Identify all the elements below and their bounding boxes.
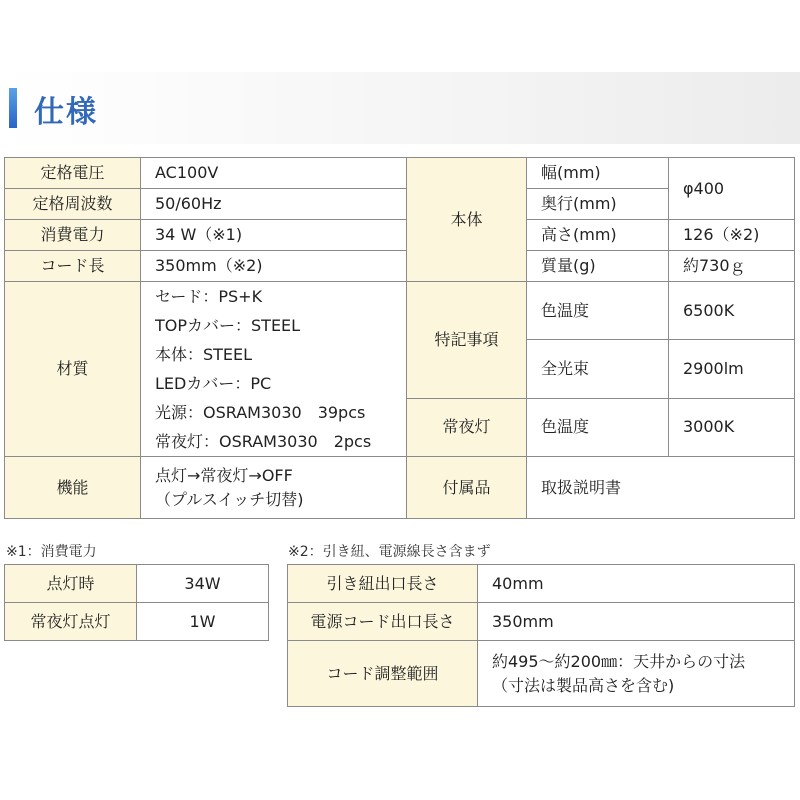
depth-label: 奥行(mm) [527,189,669,220]
height-value: 126（※2) [669,220,795,251]
function-line: 点灯→常夜灯→OFF [155,465,293,485]
material-item: LEDカバー：PC [155,374,272,393]
material-item: 光源：OSRAM3030 39pcs [155,403,366,422]
note1-row-value: 1W [137,603,269,641]
cord-range-line: 約495～約200㎜：天井からの寸法 [492,651,746,671]
material-item: セード：PS+K [155,287,263,306]
accessory-value: 取扱説明書 [527,457,795,519]
special-label: 特記事項 [407,282,527,399]
power-value: 34 W（※1) [141,220,407,251]
material-item: 常夜灯：OSRAM3030 2pcs [155,432,372,451]
function-label: 機能 [5,457,141,519]
cord-range-line: （寸法は製品高さを含む) [492,675,675,695]
page-title: 仕様 [34,95,98,130]
note1-row-value: 34W [137,565,269,603]
function-value [141,457,407,519]
height-label: 高さ(mm) [527,220,669,251]
material-item: 本体：STEEL [155,345,253,364]
note2-row-label: 引き紐出口長さ [288,565,478,603]
header-accent-bar [9,88,17,128]
freq-label: 定格周波数 [5,189,141,220]
width-label: 幅(mm) [527,158,669,189]
power-label: 消費電力 [5,220,141,251]
section-header [0,72,800,144]
note2-table [287,564,795,707]
spec-table [4,157,795,519]
nightlight-label: 常夜灯 [407,398,527,456]
voltage-value: AC100V [141,158,407,189]
night-temp-label: 色温度 [527,398,669,456]
note1-title: ※1：消費電力 [6,544,97,560]
voltage-label: 定格電圧 [5,158,141,189]
function-line: （プルスイッチ切替) [155,489,304,509]
diameter-value: φ400 [669,158,795,220]
note2-row-value [478,641,795,707]
lumen-value: 2900lm [669,340,795,398]
mass-label: 質量(g) [527,251,669,282]
body-label: 本体 [407,158,527,282]
lumen-label: 全光束 [527,340,669,398]
note2-row-value: 40mm [478,565,795,603]
color-temp-label: 色温度 [527,282,669,340]
material-list [141,282,407,457]
material-label: 材質 [5,282,141,457]
cord-value: 350mm（※2) [141,251,407,282]
accessory-label: 付属品 [407,457,527,519]
note2-title: ※2：引き紐、電源線長さ含まず [288,544,491,560]
night-temp-value: 3000K [669,398,795,456]
color-temp-value: 6500K [669,282,795,340]
note2-row-label: コード調整範囲 [288,641,478,707]
material-item: TOPカバー：STEEL [155,316,301,335]
note2-row-value: 350mm [478,603,795,641]
note1-row-label: 常夜灯点灯 [5,603,137,641]
note1-table [4,564,269,641]
note2-row-label: 電源コード出口長さ [288,603,478,641]
cord-label: コード長 [5,251,141,282]
note1-row-label: 点灯時 [5,565,137,603]
mass-value: 約730ｇ [669,251,795,282]
freq-value: 50/60Hz [141,189,407,220]
